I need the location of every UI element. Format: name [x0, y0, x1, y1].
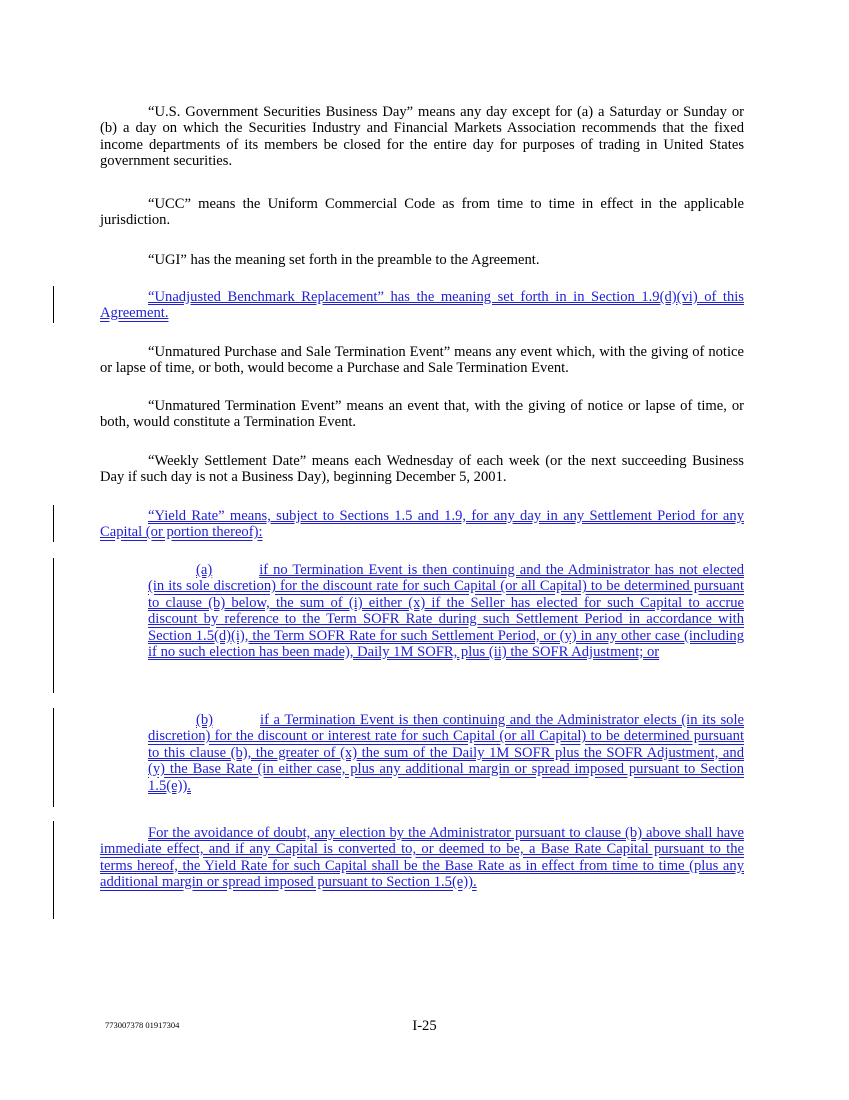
yield-rate-avoidance-of-doubt: For the avoidance of doubt, any election by the Administrator pursuant to clause (b) above shall have immediate effect, and if any Capital is converted to, or deemed to be, a Base Rate Capital pursuant to the terms hereof, the Yield Rate for such Capital shall be the Base Rate as in effect from time to time (plus any additional margin or spread imposed pursuant to Section 1.5(e)).	[100, 825, 744, 891]
page-number	[0, 1018, 849, 1035]
yield-rate-clause-b	[148, 712, 744, 794]
page-number-text: I-25	[412, 1018, 437, 1034]
change-bar	[53, 821, 54, 919]
definition-us-gov-securities-business-day: “U.S. Government Securities Business Day” means any day except for (a) a Saturday or Sunday or (b) a day on which the Securities Industry and Financial Markets Association recommends that the fixed income departments of its members be closed for the entire day for purposes of trading in United States government securities.	[100, 104, 744, 170]
footer-document-id: 773007378 01917304	[105, 1020, 180, 1030]
definition-unmatured-termination-event: “Unmatured Termination Event” means an event that, with the giving of notice or lapse of time, or both, would constitute a Termination Event.	[100, 398, 744, 431]
definition-yield-rate: “Yield Rate” means, subject to Sections 1.5 and 1.9, for any day in any Settlement Period for any Capital (or portion thereof):	[100, 508, 744, 541]
clause-a-label: (a)	[196, 562, 213, 578]
definition-unadjusted-benchmark-replacement: “Unadjusted Benchmark Replacement” has the meaning set forth in in Section 1.9(d)(vi) of this Agreement.	[100, 289, 744, 322]
change-bar	[53, 505, 54, 542]
definition-ucc: “UCC” means the Uniform Commercial Code as from time to time in effect in the applicable jurisdiction.	[100, 196, 744, 229]
definition-weekly-settlement-date: “Weekly Settlement Date” means each Wednesday of each week (or the next succeeding Business Day if such day is not a Business Day), beginning December 5, 2001.	[100, 453, 744, 486]
definition-ugi: “UGI” has the meaning set forth in the preamble to the Agreement.	[148, 252, 540, 268]
clause-b-text: if a Termination Event is then continuing and the Administrator elects (in its sole discretion) for the discount or interest rate for such Capital (or all Capital) to be determined pursuant to this clause (b), the greater of (x) the sum of the Daily 1M SOFR plus the SOFR Adjustment, and (y) the Base Rate (in either case, plus any additional margin or spread imposed pursuant to Section 1.5(e)).	[148, 712, 744, 794]
clause-a-text: if no Termination Event is then continuing and the Administrator has not elected (in its sole discretion) for the discount rate for such Capital (or all Capital) to be determined pursuant to clause (b) below, the sum of (i) either (x) if the Seller has elected for such Capital to accrue discount by reference to the Term SOFR Rate during such Settlement Period in accordance with Section 1.5(d)(i), the Term SOFR Rate for such Settlement Period, or (y) in any other case (including if no such election has been made), Daily 1M SOFR, plus (ii) the SOFR Adjustment; or	[148, 562, 744, 661]
clause-b-label: (b)	[196, 712, 214, 728]
change-bar	[53, 286, 54, 323]
definition-unmatured-purchase-sale-termination-event: “Unmatured Purchase and Sale Termination Event” means any event which, with the giving of notice or lapse of time, or both, would become a Purchase and Sale Termination Event.	[100, 344, 744, 377]
change-bar	[53, 558, 54, 693]
yield-rate-clause-a	[148, 562, 744, 660]
change-bar	[53, 708, 54, 807]
